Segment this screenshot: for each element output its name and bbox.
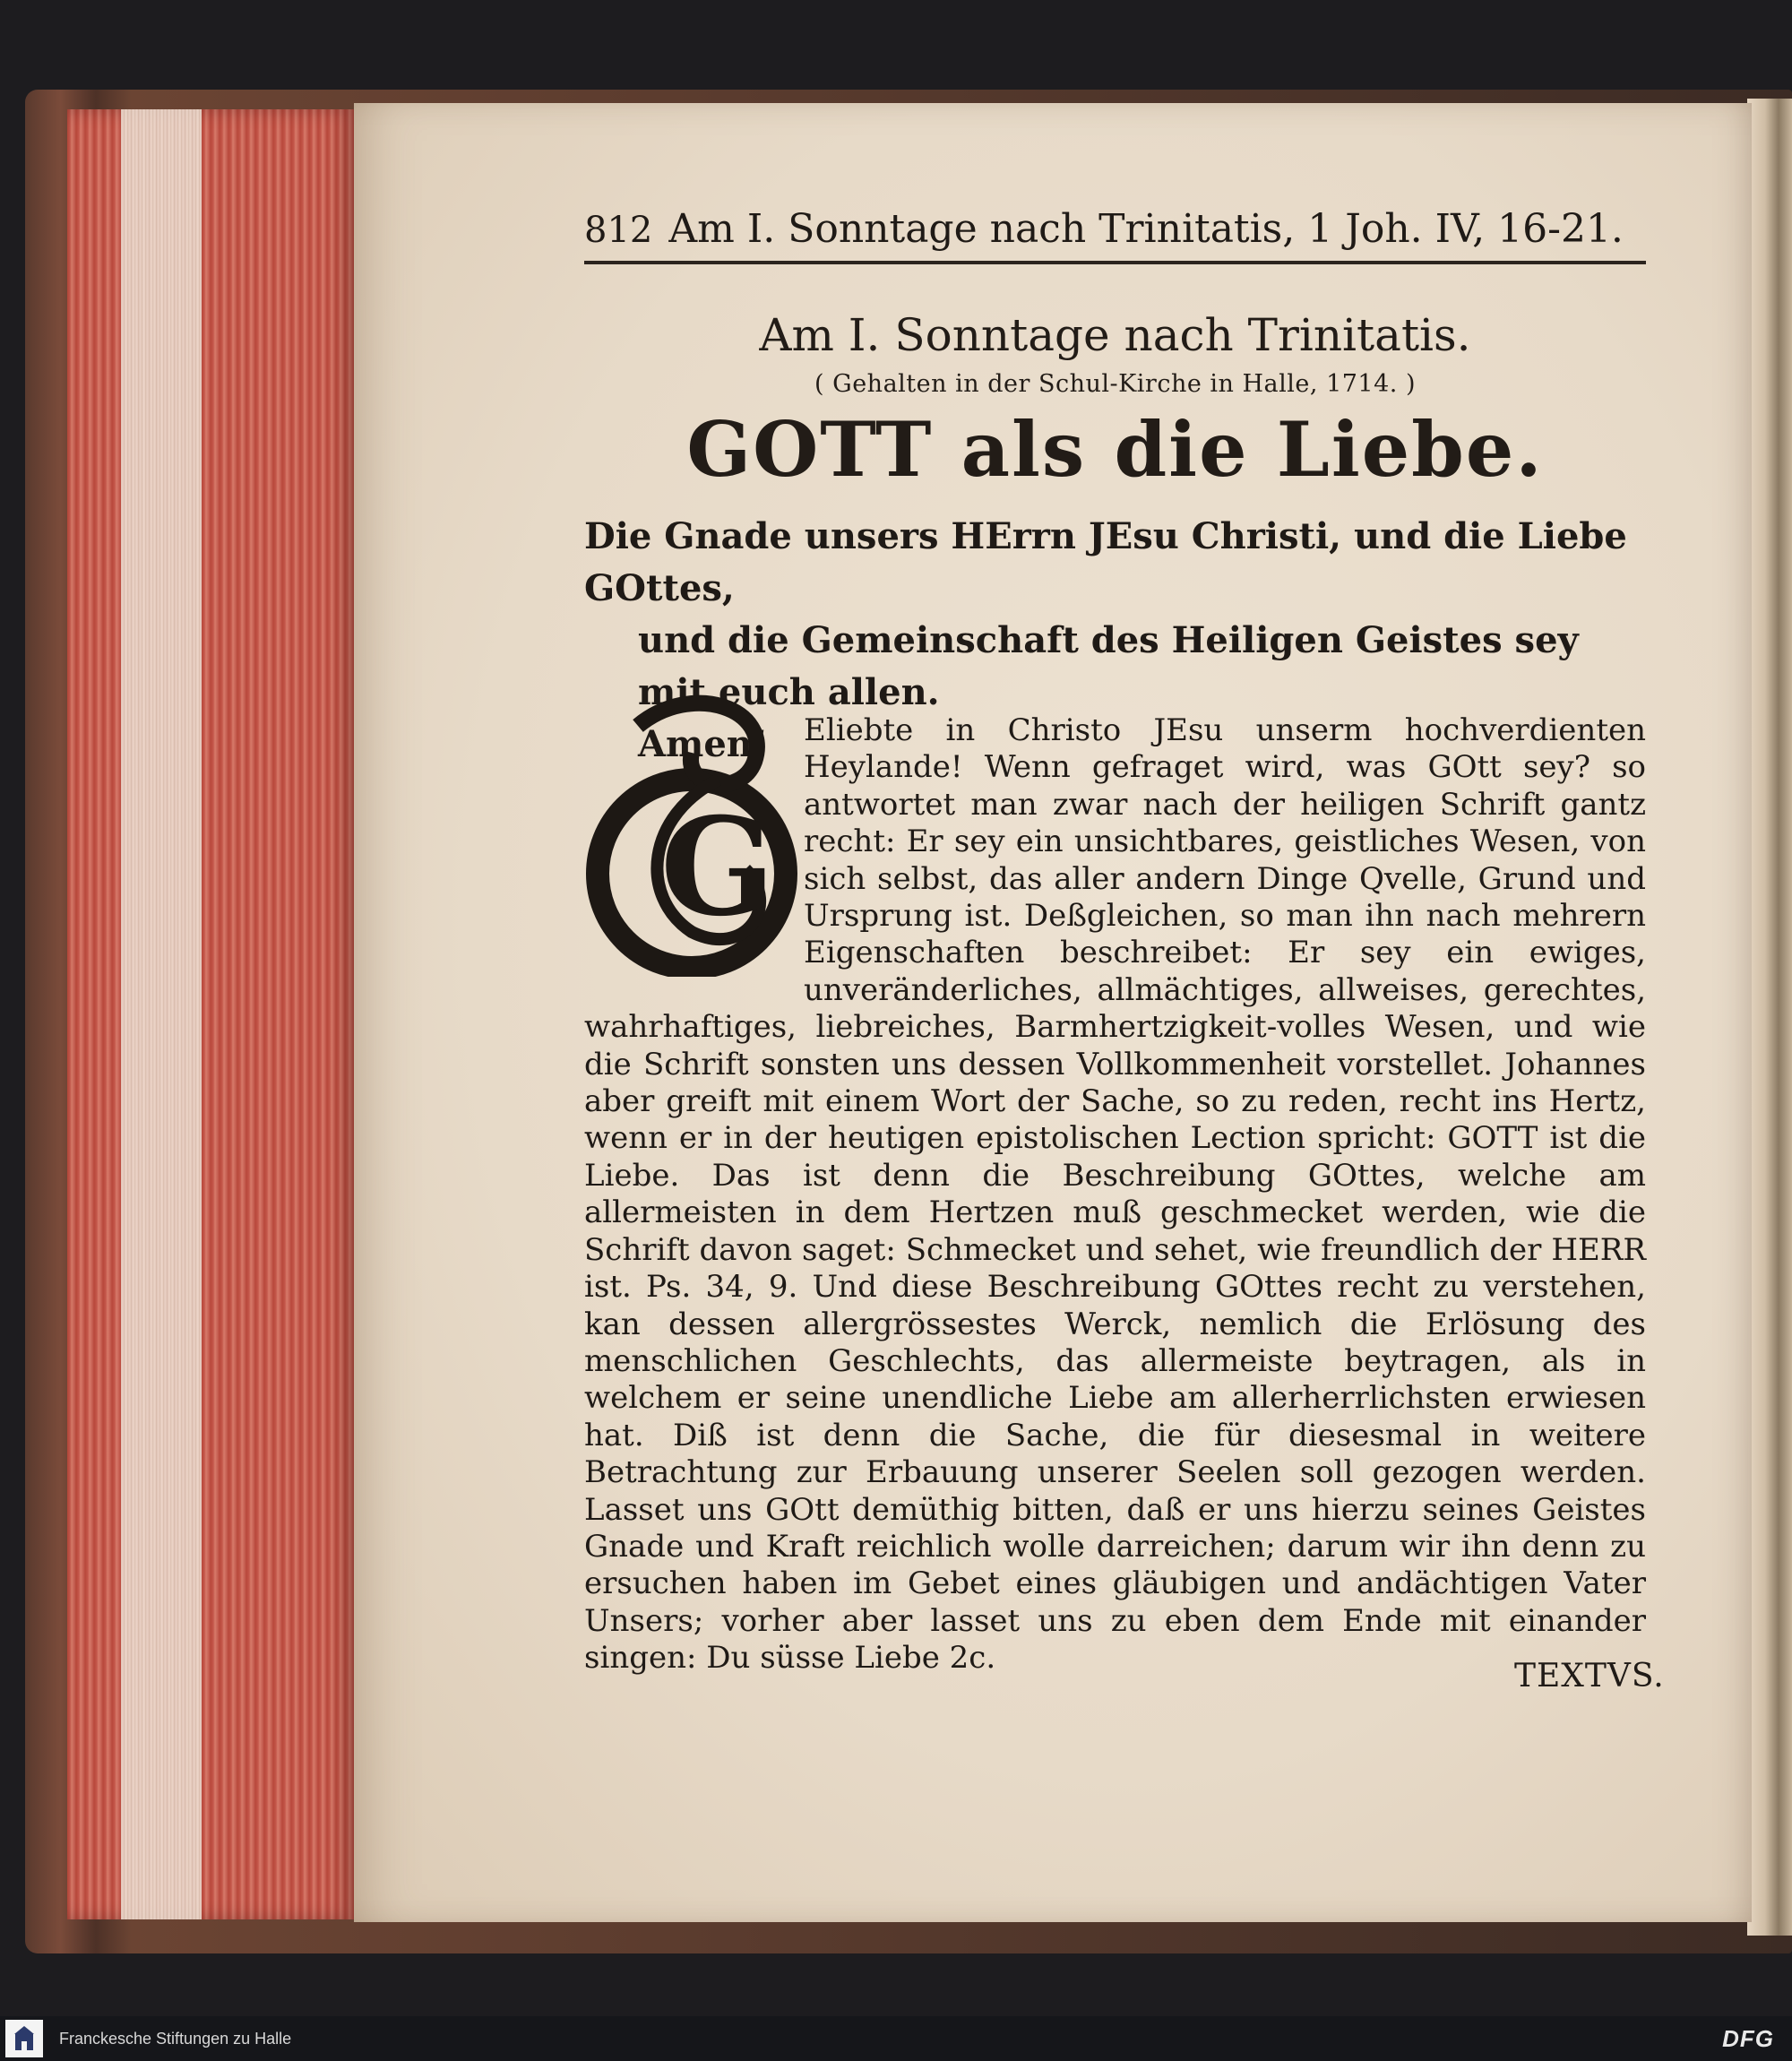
page-edges-light [121, 109, 202, 1919]
sermon-title: Am I. Sonntage nach Trinitatis. [759, 309, 1471, 361]
drop-cap-letter: G [660, 789, 776, 946]
running-head [584, 206, 1646, 264]
catchword: TEXTVS. [1514, 1658, 1665, 1695]
salutation-line-3: Amen! [638, 723, 769, 765]
building-icon [13, 2025, 36, 2052]
dfg-logo[interactable]: DFG [1722, 2024, 1774, 2052]
salutation-line-1: Die Gnade unsers HErrn JEsu Christi, und die Liebe GOttes, [584, 515, 1627, 609]
page-edges-red [67, 109, 354, 1919]
sermon-theme: GOTT als die Liebe. [686, 405, 1544, 494]
institution-logo-icon[interactable] [5, 2020, 43, 2057]
footer-bar [0, 2016, 1792, 2061]
drop-cap-spacer [584, 712, 804, 972]
sermon-body [584, 712, 1646, 1677]
page-number: 812 [584, 210, 653, 251]
institution-name[interactable]: Franckesche Stiftungen zu Halle [59, 2029, 292, 2048]
sermon-heading [584, 309, 1646, 494]
running-head-title: Am I. Sonntage nach Trinitatis, 1 Joh. IV, 16-21. [668, 206, 1624, 252]
salutation-line-2: und die Gemeinschaft des Heiligen Geistes sey mit euch allen. [638, 619, 1579, 713]
sermon-body-text: Eliebte in Christo JEsu unserm hochverdienten Heylande! Wenn gefraget wird, was GOtt sey? so antwortet man zwar nach der heiligen Schrift gantz recht: Er sey ein unsichtbares, geistliches Wesen, von sich selbst, das aller andern Dinge Qvelle, Grund und Ursprung ist. Deßgleichen, so man ihn nach mehrern Eigenschaften beschreibet: Er sey ein ewiges, unveränderliches, allmächtiges, allweises, gerechtes, wahrhaftiges, liebreiches, Barmhertzigkeit-volles Wesen, und wie die Schrift sonsten uns dessen Vollkommenheit vorstellet. Johannes aber greift mit einem Wort der Sache, so zu reden, recht ins Hertz, wenn er in der heutigen epistolischen Lection spricht: GOTT ist die Liebe. Das ist denn die Beschreibung GOttes, welche am allermeisten in dem Hertzen muß geschmecket werden, wie die Schrift davon saget: Schmecket und sehet, wie freundlich der HERR ist. Ps. 34, 9. Und diese Beschreibung GOttes recht zu verstehen, kan dessen allergrössestes Werck, nemlich die Erlösung des menschlichen Geschlechts, das allermeiste beytragen, als in welchem er seine unendliche Liebe am allerherrlichsten erwiesen hat. Diß ist denn die Sache, die für diesesmal in weitere Betrachtung zur Erbauung unserer Seelen soll gezogen werden. Lasset uns GOtt demüthig bitten, daß er uns hierzu seines Geistes Gnade und Kraft reichlich wolle darreichen; darum wir ihn denn zu ersuchen haben im Gebet eines gläubigen und andächtigen Vater Unsers; vorher aber lasset uns zu eben dem Ende mit einander singen: Du süsse Liebe 2c. [584, 712, 1646, 1677]
sermon-subtitle: ( Gehalten in der Schul-Kirche in Halle, 1714. ) [814, 370, 1416, 398]
facing-page-edge [1747, 99, 1792, 1936]
